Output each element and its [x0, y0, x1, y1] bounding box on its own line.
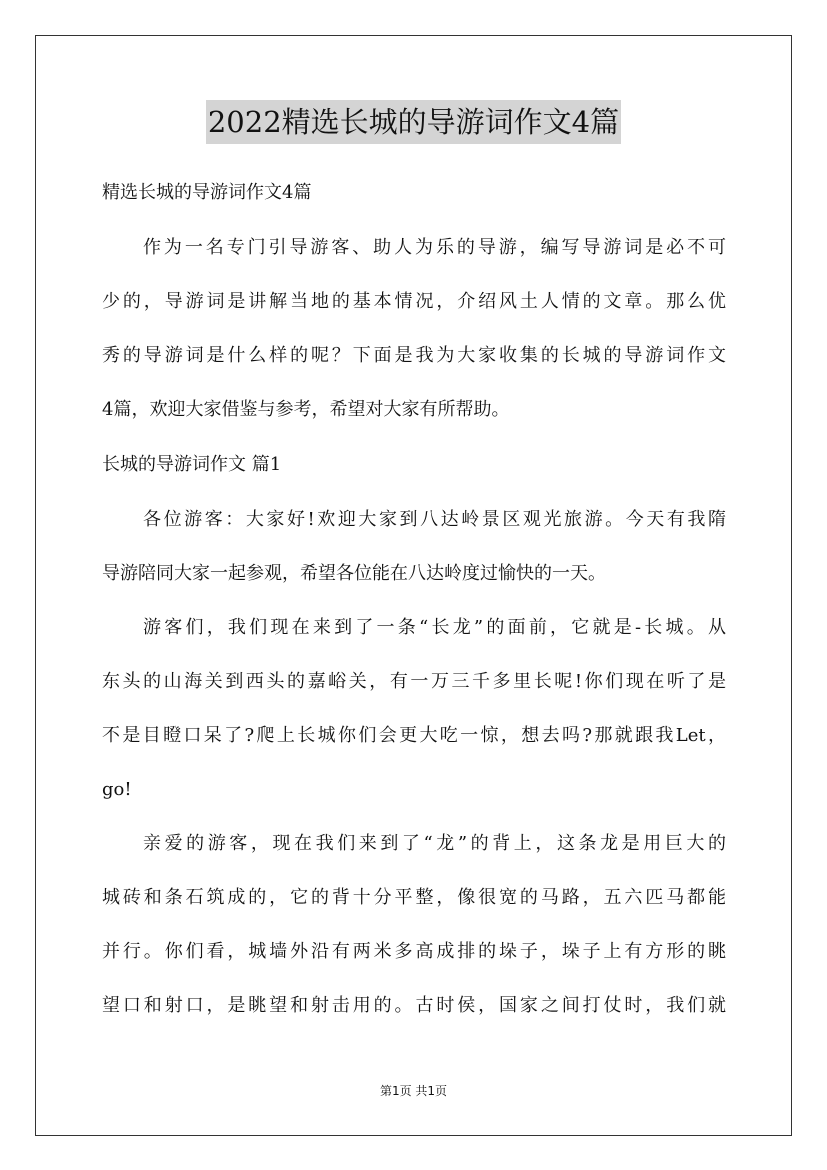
paragraph-line: 4篇，欢迎大家借鉴与参考，希望对大家有所帮助。 — [102, 399, 510, 420]
paragraph-line: 作为一名专门引导游客、助人为乐的导游，编写导游词是必不可 — [143, 237, 726, 258]
paragraph-line: 城砖和条石筑成的，它的背十分平整，像很宽的马路，五六匹马都能 — [102, 887, 726, 908]
paragraph-line: 不是目瞪口呆了?爬上长城你们会更大吃一惊，想去吗?那就跟我Let， — [102, 725, 726, 746]
paragraph-line: 导游陪同大家一起参观，希望各位能在八达岭度过愉快的一天。 — [102, 563, 606, 584]
paragraph-line: 东头的山海关到西头的嘉峪关，有一万三千多里长呢!你们现在听了是 — [102, 671, 726, 692]
paragraph-line: go! — [102, 779, 132, 800]
paragraph-line: 游客们，我们现在来到了一条“长龙”的面前，它就是-长城。从 — [143, 617, 726, 638]
page-footer: 第1页 共1页 — [379, 1084, 448, 1098]
paragraph-line: 各位游客：大家好!欢迎大家到八达岭景区观光旅游。今天有我隋 — [143, 509, 726, 530]
section-heading: 长城的导游词作文 篇1 — [102, 454, 282, 475]
paragraph-line: 并行。你们看，城墙外沿有两米多高成排的垛子，垛子上有方形的眺 — [102, 941, 726, 962]
paragraph-line: 秀的导游词是什么样的呢？下面是我为大家收集的长城的导游词作文 — [102, 345, 726, 366]
subtitle-line: 精选长城的导游词作文4篇 — [102, 182, 312, 203]
paragraph-line: 望口和射口，是眺望和射击用的。古时侯，国家之间打仗时，我们就 — [102, 995, 726, 1016]
title-container — [0, 100, 827, 144]
paragraph-line: 少的，导游词是讲解当地的基本情况，介绍风土人情的文章。那么优 — [102, 291, 726, 312]
document-title: 2022精选长城的导游词作文4篇 — [206, 100, 621, 144]
paragraph-line: 亲爱的游客，现在我们来到了“龙”的背上，这条龙是用巨大的 — [143, 833, 726, 854]
